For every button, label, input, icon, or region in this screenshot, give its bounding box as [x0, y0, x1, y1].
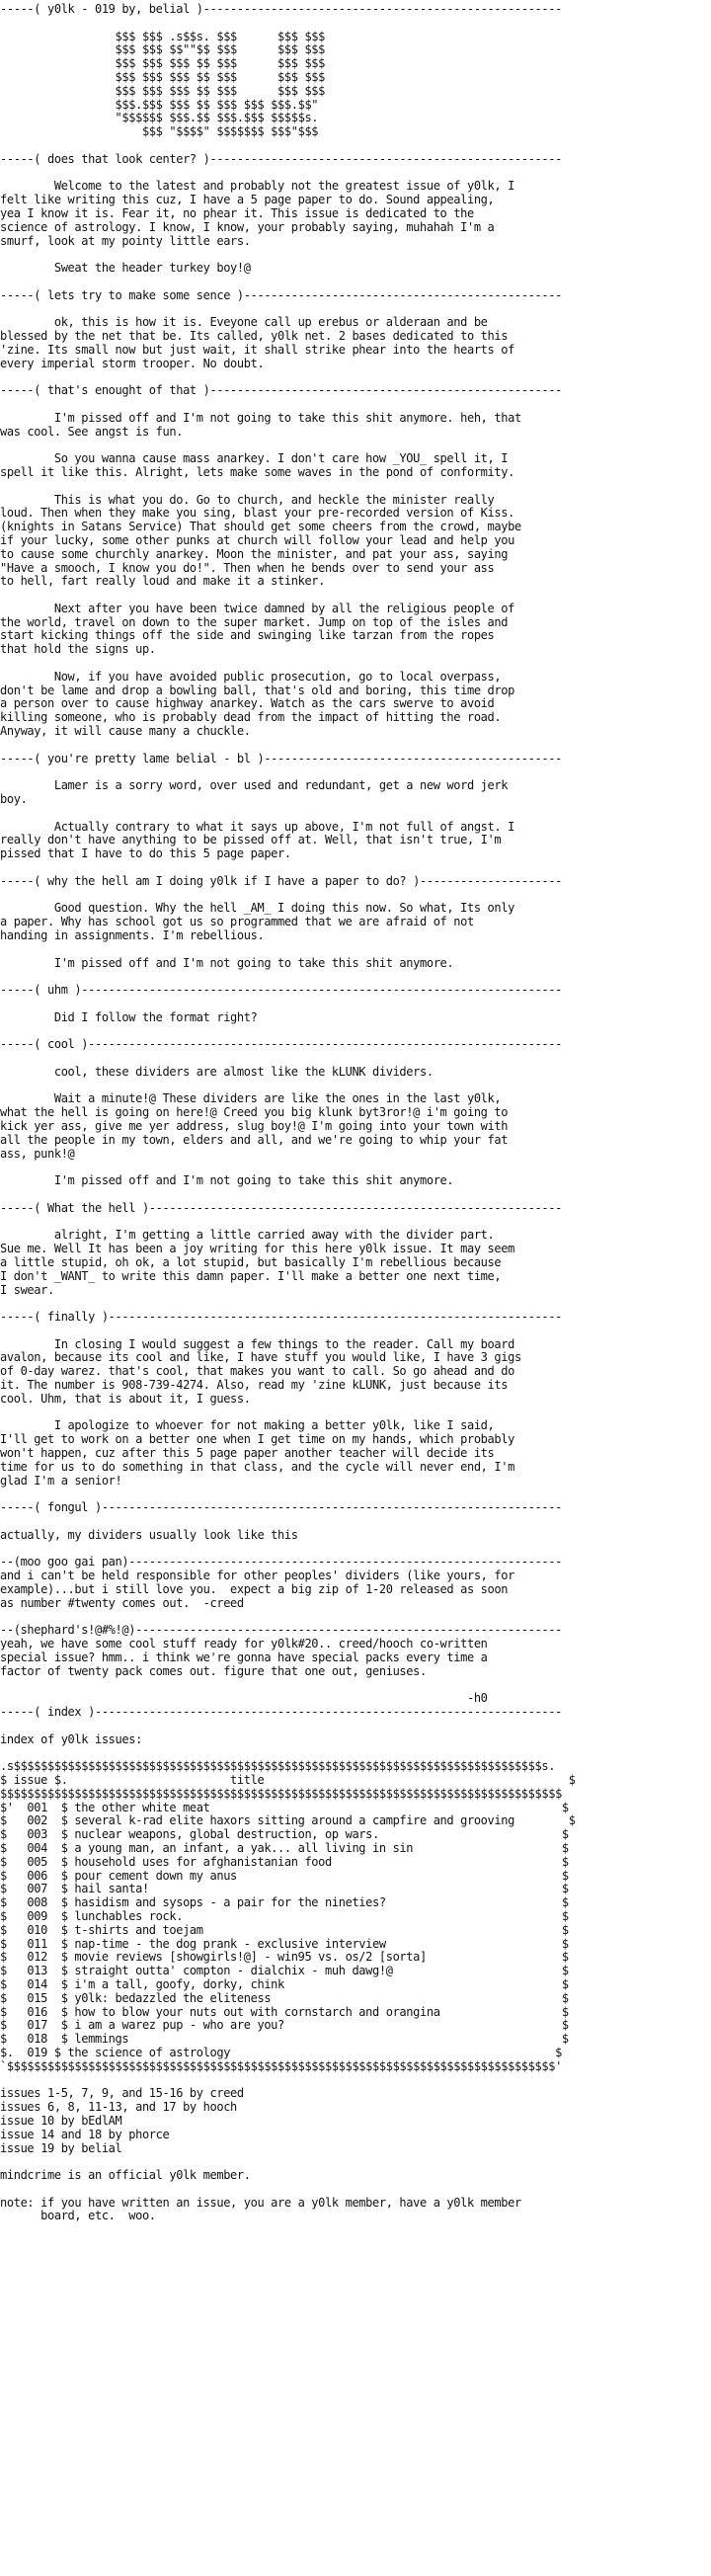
- text-line: cool, these dividers are almost like the kLUNK dividers.: [0, 1064, 434, 1079]
- text-line: the world, travel on down to the super market. Jump on top of the isles and: [0, 614, 509, 629]
- text-line: Did I follow the format right?: [0, 1009, 258, 1024]
- text-line: I'm pissed off and I'm not going to take this shit anymore. heh, that: [0, 410, 521, 425]
- text-line: spell it like this. Alright, lets make some waves in the pond of conformity.: [0, 464, 514, 479]
- ascii-art-line: .s$$$$$$$$$$$$$$$$$$$$$$$$$$$$$$$$$$$$$$$$$$$$$$$$$$$$$$$$$$$$$$$$$$$$$$$$$$$$$$s.: [0, 1759, 556, 1774]
- ascii-art-line: $$$ $$$ $$$ $$ $$$ $$$ $$$: [0, 56, 326, 71]
- text-line: $ 017 $ i am a warez pup - who are you? $: [0, 2018, 569, 2033]
- text-line: to hell, fart really loud and make it a stinker.: [0, 574, 326, 589]
- text-line: Sue me. Well It has been a joy writing for this here y0lk issue. It may seem: [0, 1242, 514, 1256]
- text-line: note: if you have written an issue, you are a y0lk member, have a y0lk member: [0, 2195, 521, 2210]
- text-line: [0, 1746, 711, 1760]
- text-line: board, etc. woo.: [0, 2209, 156, 2223]
- text-line: $ 008 $ hasidism and sysops - a pair for the nineties? $: [0, 1895, 569, 1910]
- ascii-art-line: $$$ "$$$$" $$$$$$$ $$$"$$$: [0, 124, 319, 139]
- text-line: In closing I would suggest a few things to the reader. Call my board: [0, 1336, 514, 1351]
- text-line: and i can't be held responsible for other peoples' dividers (like yours, for: [0, 1569, 514, 1583]
- text-line: a little stupid, oh ok, a lot stupid, but basically I'm rebellious because: [0, 1254, 502, 1269]
- text-line: $ 007 $ hail santa! $: [0, 1882, 569, 1896]
- text-line: $ 006 $ pour cement down my anus $: [0, 1868, 569, 1883]
- text-line: [0, 1720, 711, 1733]
- text-line: [0, 480, 711, 494]
- text-line: [0, 1024, 711, 1038]
- text-line: $ 016 $ how to blow your nuts out with cornstarch and orangina $: [0, 2004, 569, 2019]
- text-line: Actually contrary to what it says up above, I'm not full of angst. I: [0, 819, 514, 834]
- text-line: [0, 889, 711, 903]
- text-line: Lamer is a sorry word, over used and redundant, get a new word jerk: [0, 778, 509, 793]
- text-line: [0, 2155, 711, 2169]
- text-line: 'zine. Its small now but just wait, it shall strike phear into the hearts of: [0, 342, 514, 357]
- text-line: example)...but i still love you. expect a big zip of 1-20 released as soon: [0, 1581, 509, 1596]
- text-line: [0, 370, 711, 384]
- text-line: [0, 398, 711, 412]
- text-line: kick yer ass, give me yer address, slug boy!@ I'm going into your town with: [0, 1118, 509, 1133]
- text-line: [0, 248, 711, 262]
- text-line: [0, 1325, 711, 1338]
- text-line: I apologize to whoever for not making a better y0lk, like I said,: [0, 1418, 495, 1433]
- ascii-art-line: $$$ $$$ $$""$$ $$$ $$$ $$$: [0, 42, 326, 57]
- text-line: it. The number is 908-739-4274. Also, read my 'zine kLUNK, just because its: [0, 1378, 509, 1393]
- text-line: [0, 302, 711, 316]
- text-line: alright, I'm getting a little carried away with the divider part.: [0, 1228, 495, 1243]
- text-line: [0, 861, 711, 875]
- text-line: [0, 1679, 711, 1693]
- text-line: $ 009 $ lunchables rock. $: [0, 1909, 569, 1923]
- section-divider: -----( uhm )-----------------------------------------------------------------------: [0, 983, 562, 998]
- text-line: science of astrology. I know, I know, your probably saying, muhahah I'm a: [0, 219, 495, 234]
- text-line: to cause some churchly anarkey. Moon the minister, and pat your ass, saying: [0, 546, 509, 561]
- text-line: [0, 970, 711, 984]
- text-line: as number #twenty comes out. -creed: [0, 1595, 244, 1610]
- text-line: issues 6, 8, 11-13, and 17 by hooch: [0, 2100, 237, 2115]
- text-line: issue 14 and 18 by phorce: [0, 2127, 170, 2141]
- text-line: Next after you have been twice damned by all the religious people of: [0, 601, 514, 615]
- text-line: start kicking things off the side and swinging like tarzan from the ropes: [0, 628, 495, 643]
- section-divider: -----( What the hell )-------------------------------------------------------------: [0, 1200, 562, 1215]
- text-line: So you wanna cause mass anarkey. I don't care how _YOU_ spell it, I: [0, 451, 509, 466]
- text-line: issues 1-5, 7, 9, and 15-16 by creed: [0, 2086, 244, 2101]
- ascii-art-line: "$$$$$$ $$$.$$ $$$.$$$ $$$$$s.: [0, 111, 319, 125]
- text-line: $ 018 $ lemmings $: [0, 2032, 569, 2047]
- text-line: [0, 739, 711, 753]
- section-divider: -----( why the hell am I doing y0lk if I have a paper to do? )---------------------: [0, 873, 562, 888]
- text-line: [0, 1188, 711, 1202]
- text-line: felt like writing this cuz, I have a 5 page paper to do. Sound appealing,: [0, 193, 495, 207]
- text-line: $ 003 $ nuclear weapons, global destruction, op wars. $: [0, 1827, 569, 1842]
- text-line: $ 014 $ i'm a tall, goofy, dorky, chink $: [0, 1976, 569, 1991]
- section-divider: -----( cool )----------------------------------------------------------------------: [0, 1037, 562, 1052]
- text-line: $ 010 $ t-shirts and toejam $: [0, 1922, 569, 1937]
- text-line: time for us to do something in that class, and the cycle will never end, I'm: [0, 1459, 514, 1474]
- text-line: Wait a minute!@ These dividers are like the ones in the last y0lk,: [0, 1091, 502, 1106]
- text-line: [0, 167, 711, 181]
- text-line: [0, 439, 711, 452]
- section-divider: -----( lets try to make some sence )-----------------------------------------------: [0, 287, 562, 302]
- text-line: handing in assignments. I'm rebellious.: [0, 927, 265, 942]
- text-line: [0, 998, 711, 1011]
- text-line: $' 001 $ the other white meat $: [0, 1800, 569, 1814]
- ascii-art-line: $$$ $$$ .s$$s. $$$ $$$ $$$: [0, 29, 326, 43]
- text-line: loud. Then when they make you sing, blast your pre-recorded version of Kiss.: [0, 506, 514, 521]
- text-line: yeah, we have some cool stuff ready for y0lk#20.. creed/hooch co-written: [0, 1637, 488, 1651]
- section-divider: -----( that's enought of that )----------------------------------------------------: [0, 383, 562, 398]
- text-line: [0, 1052, 711, 1066]
- text-line: I swear.: [0, 1282, 54, 1297]
- text-line: don't be lame and drop a bowling ball, that's old and boring, this time drop: [0, 683, 514, 697]
- text-line: [0, 1488, 711, 1501]
- text-line: (knights in Satans Service) That should get some cheers from the crowd, maybe: [0, 520, 521, 534]
- text-line: -h0: [0, 1691, 488, 1706]
- text-line: [0, 657, 711, 671]
- ascii-art-line: $$$ $$$ $$$ $$ $$$ $$$ $$$: [0, 69, 326, 84]
- text-line: [0, 17, 711, 31]
- text-line: $ issue $. title $: [0, 1773, 576, 1788]
- text-line: ok, this is how it is. Eveyone call up erebus or alderaan and be: [0, 315, 488, 330]
- text-line: [0, 1611, 711, 1625]
- text-line: "Have a smooch, I know you do!". Then when he bends over to send your ass: [0, 560, 495, 575]
- text-line: boy.: [0, 792, 28, 806]
- text-line: that hold the signs up.: [0, 642, 156, 657]
- text-line: Good question. Why the hell _AM_ I doing this now. So what, Its only: [0, 901, 514, 916]
- text-line: cool. Uhm, that is about it, I guess.: [0, 1391, 251, 1406]
- text-line: [0, 276, 711, 289]
- text-line: smurf, look at my pointy little ears.: [0, 233, 251, 248]
- section-divider: -----( does that look center? )----------------------------------------------------: [0, 151, 562, 166]
- text-line: was cool. See angst is fun.: [0, 424, 184, 439]
- text-line: a paper. Why has school got us so programmed that we are afraid of not: [0, 915, 474, 929]
- text-line: [0, 943, 711, 957]
- text-line: Now, if you have avoided public prosecution, go to local overpass,: [0, 669, 502, 684]
- text-line: [0, 1407, 711, 1420]
- text-line: killing someone, who is probably dead from the impact of hitting the road.: [0, 710, 502, 725]
- section-divider: -----( finally )-------------------------------------------------------------------: [0, 1310, 562, 1325]
- text-line: I'm pissed off and I'm not going to take this shit anymore.: [0, 1173, 454, 1188]
- text-line: $. 019 $ the science of astrology $: [0, 2045, 562, 2059]
- text-line: yea I know it is. Fear it, no phear it. This issue is dedicated to the: [0, 205, 474, 220]
- ascii-art-line: `$$$$$$$$$$$$$$$$$$$$$$$$$$$$$$$$$$$$$$$$$$$$$$$$$$$$$$$$$$$$$$$$$$$$$$$$$$$$$$$$$': [0, 2058, 562, 2073]
- text-line: mindcrime is an official y0lk member.: [0, 2168, 251, 2183]
- text-line: pissed that I have to do this 5 page paper.: [0, 846, 291, 861]
- text-line: [0, 2183, 711, 2197]
- text-line: what the hell is going on here!@ Creed you big klunk byt3ror!@ i'm going to: [0, 1105, 509, 1120]
- text-line: [0, 807, 711, 821]
- text-line: index of y0lk issues:: [0, 1731, 142, 1746]
- text-line: issue 10 by bEdlAM: [0, 2113, 122, 2128]
- text-line: [0, 589, 711, 603]
- text-line: $ 011 $ nap-time - the dog prank - exclusive interview $: [0, 1936, 569, 1951]
- text-line: This is what you do. Go to church, and heckle the minister really: [0, 492, 495, 507]
- text-line: I don't _WANT_ to write this damn paper. I'll make a better one next time,: [0, 1268, 502, 1283]
- section-divider: -----( fongul )--------------------------------------------------------------------: [0, 1500, 562, 1515]
- text-line: all the people in my town, elders and all, and we're going to whip your fat: [0, 1132, 509, 1147]
- text-line: [0, 1080, 711, 1093]
- text-line: I'm pissed off and I'm not going to take this shit anymore.: [0, 955, 454, 970]
- text-line: Welcome to the latest and probably not the greatest issue of y0lk, I: [0, 179, 514, 194]
- text-line: $ 015 $ y0lk: bedazzled the eliteness $: [0, 1990, 569, 2005]
- ascii-art-line: $$$ $$$ $$$ $$ $$$ $$$ $$$: [0, 83, 326, 98]
- text-line: glad I'm a senior!: [0, 1473, 122, 1488]
- text-line: $ 005 $ household uses for afghanistanian food $: [0, 1854, 569, 1869]
- section-divider: -----( index )---------------------------------------------------------------------: [0, 1705, 562, 1720]
- text-line: ass, punk!@: [0, 1146, 75, 1161]
- text-line: won't happen, cuz after this 5 page paper another teacher will decide its: [0, 1446, 495, 1461]
- section-divider: --(moo goo gai pan)----------------------------------------------------------------: [0, 1555, 562, 1570]
- section-divider: -----( y0lk - 019 by, belial )-----------------------------------------------------: [0, 2, 562, 16]
- text-line: [0, 1515, 711, 1529]
- text-line: [0, 139, 711, 153]
- text-line: $ 002 $ several k-rad elite haxors sitting around a campfire and grooving $: [0, 1813, 576, 1828]
- text-line: $ 012 $ movie reviews [showgirls!@] - win95 vs. os/2 [sorta] $: [0, 1950, 569, 1965]
- text-line: $ 013 $ straight outta' compton - dialchix - muh dawg!@ $: [0, 1964, 569, 1978]
- text-line: really don't have anything to be pissed off at. Well, that isn't true, I'm: [0, 833, 502, 847]
- text-line: [0, 1543, 711, 1557]
- text-line: factor of twenty pack comes out. figure that one out, geniuses.: [0, 1663, 427, 1678]
- text-line: blessed by the net that be. Its called, y0lk net. 2 bases dedicated to this: [0, 329, 509, 344]
- text-line: [0, 1216, 711, 1230]
- text-line: actually, my dividers usually look like this: [0, 1527, 298, 1542]
- text-line: $ 004 $ a young man, an infant, a yak... all living in sin $: [0, 1841, 569, 1856]
- text-line: avalon, because its cool and like, I have stuff you would like, I have 3 gigs: [0, 1350, 521, 1365]
- ascii-art-line: $$$.$$$ $$$ $$ $$$ $$$ $$$.$$": [0, 97, 319, 112]
- text-line: if your lucky, some other punks at church will follow your lead and help you: [0, 532, 514, 547]
- text-line: issue 19 by belial: [0, 2140, 122, 2155]
- text-line: [0, 1297, 711, 1311]
- section-divider: --(shephard's!@#%!@)---------------------------------------------------------------: [0, 1623, 562, 1638]
- ascii-art-line: $$$$$$$$$$$$$$$$$$$$$$$$$$$$$$$$$$$$$$$$$$$$$$$$$$$$$$$$$$$$$$$$$$$$$$$$$$$$$$$$$$$: [0, 1786, 562, 1801]
- text-line: a person over to cause highway anarkey. Watch as the cars swerve to avoid: [0, 696, 495, 711]
- text-line: special issue? hmm.. i think we're gonna have special packs every time a: [0, 1650, 488, 1664]
- text-line: Anyway, it will cause many a chuckle.: [0, 724, 251, 739]
- text-line: [0, 2074, 711, 2088]
- text-line: [0, 765, 711, 779]
- section-divider: -----( you're pretty lame belial - bl )--------------------------------------------: [0, 751, 562, 765]
- text-line: [0, 1161, 711, 1174]
- text-line: I'll get to work on a better one when I get time on my hands, which probably: [0, 1432, 514, 1447]
- text-line: Sweat the header turkey boy!@: [0, 261, 251, 276]
- text-line: of 0-day warez. that's cool, that makes you want to call. So go ahead and do: [0, 1364, 514, 1379]
- text-line: every imperial storm trooper. No doubt.: [0, 356, 265, 370]
